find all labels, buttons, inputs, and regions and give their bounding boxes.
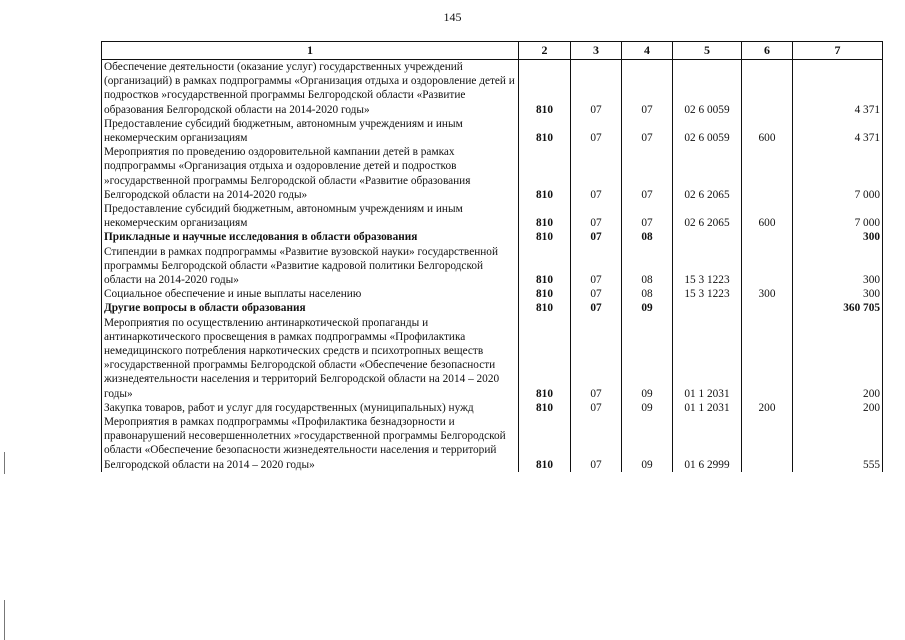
- amount: 300: [793, 245, 883, 288]
- amount: 360 705: [793, 301, 883, 315]
- row-description: Другие вопросы в области образования: [102, 301, 519, 315]
- code-target: 15 3 1223: [673, 245, 742, 288]
- code-ministry: 810: [519, 245, 571, 288]
- amount: 300: [793, 230, 883, 244]
- code-target: 02 6 0059: [673, 117, 742, 145]
- table-row: [102, 401, 883, 415]
- table-row: [102, 316, 883, 401]
- code-target: 02 6 2065: [673, 145, 742, 202]
- table-row: [102, 301, 883, 315]
- code-ministry: 810: [519, 117, 571, 145]
- amount: 7 000: [793, 145, 883, 202]
- code-section: 07: [571, 301, 622, 315]
- code-target: 15 3 1223: [673, 287, 742, 301]
- code-expense-type: [742, 60, 793, 117]
- column-header: 1: [102, 42, 519, 60]
- table-row: [102, 60, 883, 117]
- code-ministry: 810: [519, 287, 571, 301]
- amount: 4 371: [793, 60, 883, 117]
- code-ministry: 810: [519, 415, 571, 472]
- row-description: Социальное обеспечение и иные выплаты населению: [102, 287, 519, 301]
- column-header: 4: [622, 42, 673, 60]
- code-section: 07: [571, 60, 622, 117]
- code-ministry: 810: [519, 316, 571, 401]
- code-target: [673, 230, 742, 244]
- code-expense-type: 600: [742, 202, 793, 230]
- row-description: Мероприятия по осуществлению антинаркотической пропаганды и антинаркотического просвещения в рамках подпрограммы «Профилактика немедицинского потребления наркотических средств и психотропных веществ »государственной программы Белгородской области «Обеспечение безопасности жизнедеятельности населения и территорий Белгородской области на 2014 – 2020 годы»: [102, 316, 519, 401]
- budget-table: [101, 41, 883, 472]
- scan-edge-mark: [4, 600, 5, 640]
- code-target: 02 6 2065: [673, 202, 742, 230]
- code-section: 07: [571, 287, 622, 301]
- code-section: 07: [571, 415, 622, 472]
- row-description: Закупка товаров, работ и услуг для государственных (муниципальных) нужд: [102, 401, 519, 415]
- column-header: 6: [742, 42, 793, 60]
- code-target: 01 6 2999: [673, 415, 742, 472]
- code-subsection: 07: [622, 60, 673, 117]
- code-ministry: 810: [519, 401, 571, 415]
- column-header: 7: [793, 42, 883, 60]
- row-description: Мероприятия по проведению оздоровительной кампании детей в рамках подпрограммы «Организация отдыха и оздоровление детей и подростков »государственной программы Белгородской области «Развитие образования Белгородской области на 2014-2020 годы»: [102, 145, 519, 202]
- code-section: 07: [571, 202, 622, 230]
- code-subsection: 08: [622, 245, 673, 288]
- code-ministry: 810: [519, 60, 571, 117]
- code-subsection: 09: [622, 301, 673, 315]
- code-subsection: 07: [622, 117, 673, 145]
- code-section: 07: [571, 145, 622, 202]
- table-row: [102, 415, 883, 472]
- code-expense-type: [742, 245, 793, 288]
- code-expense-type: [742, 230, 793, 244]
- code-subsection: 09: [622, 415, 673, 472]
- amount: 555: [793, 415, 883, 472]
- code-expense-type: 600: [742, 117, 793, 145]
- column-header: 5: [673, 42, 742, 60]
- table-row: [102, 117, 883, 145]
- row-description: Предоставление субсидий бюджетным, автономным учреждениям и иным некомерческим организациям: [102, 202, 519, 230]
- code-ministry: 810: [519, 202, 571, 230]
- column-header: 3: [571, 42, 622, 60]
- code-section: 07: [571, 230, 622, 244]
- table-row: [102, 287, 883, 301]
- code-target: 02 6 0059: [673, 60, 742, 117]
- table-header-row: [102, 42, 883, 60]
- code-ministry: 810: [519, 145, 571, 202]
- code-subsection: 07: [622, 145, 673, 202]
- code-subsection: 08: [622, 287, 673, 301]
- code-expense-type: 200: [742, 401, 793, 415]
- code-expense-type: [742, 316, 793, 401]
- amount: 200: [793, 401, 883, 415]
- scan-edge-mark: [4, 452, 5, 474]
- amount: 4 371: [793, 117, 883, 145]
- row-description: Стипендии в рамках подпрограммы «Развитие вузовской науки» государственной программы Белгородской области «Развитие кадровой политики Белгородской области на 2014-2020 годы»: [102, 245, 519, 288]
- table-row: [102, 245, 883, 288]
- code-subsection: 07: [622, 202, 673, 230]
- code-section: 07: [571, 117, 622, 145]
- column-header: 2: [519, 42, 571, 60]
- table-row: [102, 230, 883, 244]
- code-subsection: 09: [622, 316, 673, 401]
- row-description: Обеспечение деятельности (оказание услуг) государственных учреждений (организаций) в рамках подпрограммы «Организация отдыха и оздоровление детей и подростков »государственной программы Белгородской области «Развитие образования Белгородской области на 2014-2020 годы»: [102, 60, 519, 117]
- row-description: Мероприятия в рамках подпрограммы «Профилактика безнадзорности и правонарушений несовершеннолетних »государственной программы Белгородской области «Обеспечение безопасности жизнедеятельности населения и территорий Белгородской области на 2014 – 2020 годы»: [102, 415, 519, 472]
- table-row: [102, 202, 883, 230]
- code-expense-type: [742, 415, 793, 472]
- code-section: 07: [571, 316, 622, 401]
- amount: 200: [793, 316, 883, 401]
- code-expense-type: 300: [742, 287, 793, 301]
- code-target: 01 1 2031: [673, 401, 742, 415]
- page-number: 145: [443, 10, 462, 24]
- code-ministry: 810: [519, 230, 571, 244]
- code-section: 07: [571, 245, 622, 288]
- row-description: Предоставление субсидий бюджетным, автономным учреждениям и иным некомерческим организациям: [102, 117, 519, 145]
- amount: 300: [793, 287, 883, 301]
- code-section: 07: [571, 401, 622, 415]
- row-description: Прикладные и научные исследования в области образования: [102, 230, 519, 244]
- amount: 7 000: [793, 202, 883, 230]
- code-expense-type: [742, 145, 793, 202]
- code-target: [673, 301, 742, 315]
- code-subsection: 09: [622, 401, 673, 415]
- code-expense-type: [742, 301, 793, 315]
- code-ministry: 810: [519, 301, 571, 315]
- code-target: 01 1 2031: [673, 316, 742, 401]
- table-row: [102, 145, 883, 202]
- code-subsection: 08: [622, 230, 673, 244]
